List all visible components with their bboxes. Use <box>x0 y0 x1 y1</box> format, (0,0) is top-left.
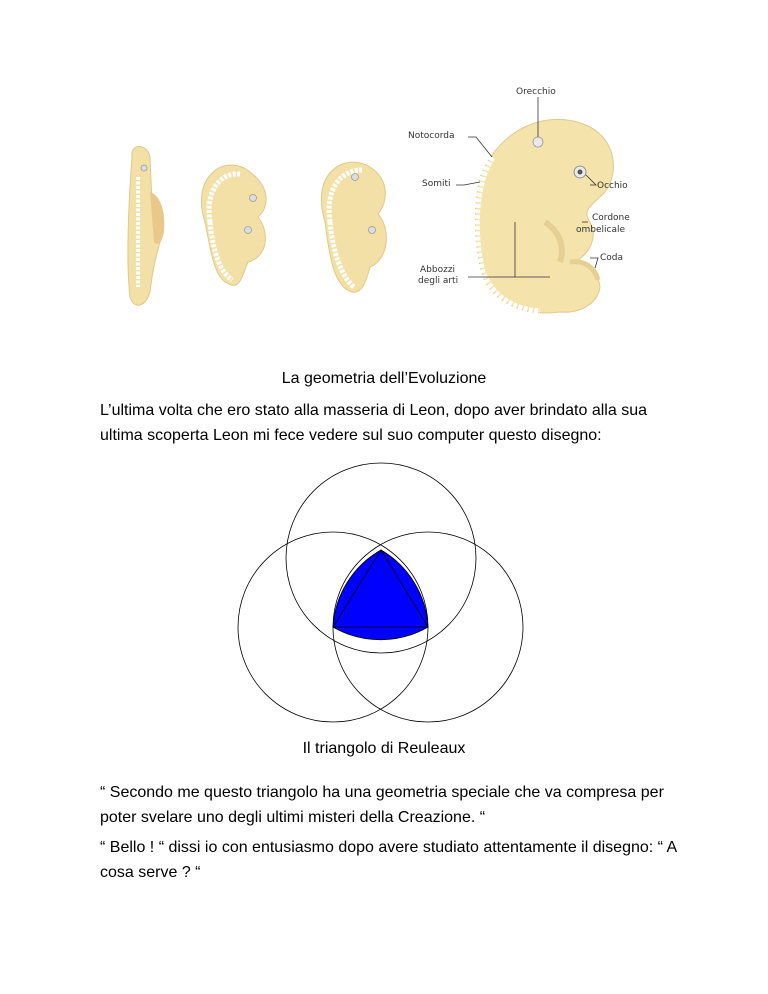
paragraph-leon-quote: “ Secondo me questo triangolo ha una geometria speciale che va compresa per poter svelare uno degli ultimi misteri della Creazione. “ <box>100 784 664 826</box>
label-notocorda: Notocorda <box>408 131 455 141</box>
label-somiti: Somiti <box>422 179 451 189</box>
caption-evolution-geometry: La geometria dell’Evoluzione <box>281 370 487 387</box>
reuleaux-triangle-figure <box>228 466 534 720</box>
label-ombelicale: ombelicale <box>576 225 626 235</box>
label-occhio: Occhio <box>597 181 628 191</box>
label-cordone: Cordone <box>592 213 630 223</box>
label-abbozzi: Abbozzi <box>420 265 456 275</box>
paragraph-reply: “ Bello ! “ dissi io con entusiasmo dopo avere studiato attentamente il disegno: “ A cosa serve ? “ <box>100 839 677 881</box>
label-orecchio: Orecchio <box>516 87 556 97</box>
label-degli-arti: degli arti <box>418 276 459 286</box>
reuleaux-triangle-shape <box>333 550 428 640</box>
embryo-development-figure <box>120 82 630 322</box>
paragraph-intro: L’ultima volta che ero stato alla masseria di Leon, dopo aver brindato alla sua ultima scoperta Leon mi fece vedere sul suo computer questo disegno: <box>100 402 647 444</box>
caption-reuleaux: Il triangolo di Reuleaux <box>302 740 466 757</box>
label-coda: Coda <box>600 253 624 263</box>
